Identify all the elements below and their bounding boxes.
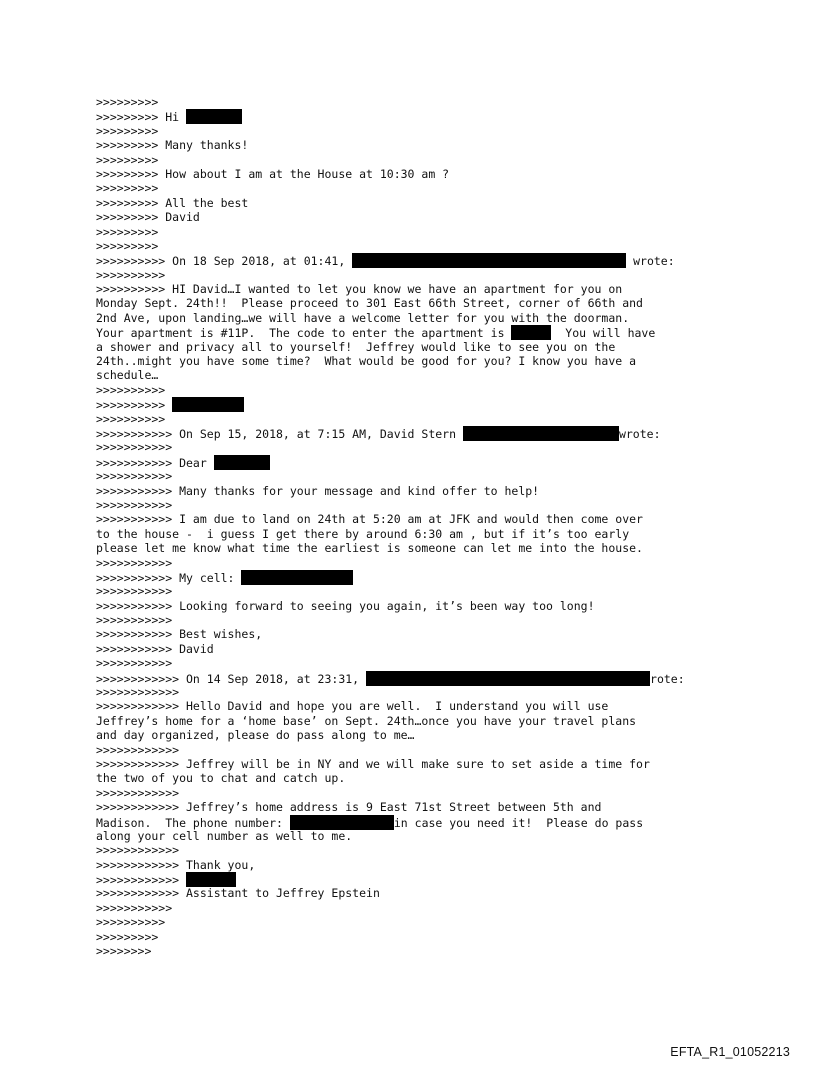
- email-line: [96, 843, 736, 857]
- email-line-text: >>>>>>>>: [96, 944, 152, 959]
- email-line: [96, 397, 736, 411]
- email-line: [96, 541, 736, 555]
- email-line: [96, 153, 736, 167]
- email-line-text: >>>>>>>>>: [96, 181, 159, 196]
- email-line: [96, 642, 736, 656]
- email-line-text: 2nd Ave, upon landing…we will have a welcome letter for you with the doorman.: [96, 310, 630, 325]
- redaction-block: [366, 671, 650, 686]
- email-line: [96, 426, 736, 440]
- redaction-block: [511, 325, 551, 340]
- redaction-block: [241, 570, 353, 585]
- email-line-text: >>>>>>>>>>: [96, 411, 166, 426]
- email-line: [96, 196, 736, 210]
- email-line-text: 24th..might you have some time? What would be good for you? I know you have a: [96, 354, 637, 369]
- email-line: [96, 498, 736, 512]
- email-line-text: >>>>>>>>>: [96, 238, 159, 253]
- email-line: [96, 699, 736, 713]
- email-line: [96, 728, 736, 742]
- email-line: [96, 829, 736, 843]
- email-line-text: >>>>>>>>> David: [96, 210, 200, 225]
- email-line: [96, 95, 736, 109]
- redaction-block: [186, 872, 236, 887]
- email-line-text: >>>>>>>>> All the best: [96, 195, 249, 210]
- email-line: [96, 354, 736, 368]
- email-line-text: to the house - i guess I get there by around 6:30 am , but if it’s too early: [96, 526, 630, 541]
- email-line-text: You will have: [551, 326, 656, 341]
- email-line-text: please let me know what time the earliest is someone can let me into the house.: [96, 541, 643, 556]
- email-line-text: >>>>>>>>>>>: [96, 469, 173, 484]
- email-line: [96, 800, 736, 814]
- email-line: [96, 469, 736, 483]
- email-line: [96, 138, 736, 152]
- email-line-text: >>>>>>>>>>>: [96, 900, 173, 915]
- email-line-text: rote:: [650, 671, 685, 686]
- email-line: [96, 915, 736, 929]
- email-line: [96, 527, 736, 541]
- email-line: [96, 786, 736, 800]
- email-line-text: a shower and privacy all to yourself! Jeffrey would like to see you on the: [96, 339, 616, 354]
- email-line-text: Jeffrey’s home for a ‘home base’ on Sept. 24th…once you have your travel plans: [96, 713, 637, 728]
- email-line: [96, 253, 736, 267]
- email-line: [96, 368, 736, 382]
- email-line-text: >>>>>>>>>>: [96, 915, 166, 930]
- email-line: [96, 858, 736, 872]
- email-line-text: >>>>>>>>>>> On Sep 15, 2018, at 7:15 AM, David Stern: [96, 426, 463, 441]
- email-line: [96, 930, 736, 944]
- email-line-text: >>>>>>>>>>>: [96, 613, 173, 628]
- email-line-text: >>>>>>>>> Many thanks!: [96, 138, 249, 153]
- email-line-text: >>>>>>>>>> On 18 Sep 2018, at 01:41,: [96, 254, 353, 269]
- email-line-text: >>>>>>>>>>>> On 14 Sep 2018, at 23:31,: [96, 671, 367, 686]
- email-line: [96, 340, 736, 354]
- email-line-text: schedule…: [96, 368, 159, 383]
- email-line: [96, 671, 736, 685]
- email-line-text: >>>>>>>>> Hi: [96, 110, 187, 125]
- email-line: [96, 771, 736, 785]
- email-line-text: >>>>>>>>>>>: [96, 584, 173, 599]
- redaction-block: [186, 109, 242, 124]
- email-line: [96, 512, 736, 526]
- email-line: [96, 412, 736, 426]
- email-line-text: along your cell number as well to me.: [96, 828, 353, 843]
- email-line: [96, 383, 736, 397]
- email-line: [96, 570, 736, 584]
- email-line: [96, 296, 736, 310]
- email-line-text: in case you need it! Please do pass: [393, 815, 644, 830]
- email-line: [96, 167, 736, 181]
- email-line-text: Monday Sept. 24th!! Please proceed to 301 East 66th Street, corner of 66th and: [96, 296, 643, 311]
- email-line: [96, 109, 736, 123]
- email-line: [96, 815, 736, 829]
- email-line-text: >>>>>>>>>>>> Thank you,: [96, 857, 256, 872]
- email-line-text: >>>>>>>>>>>>: [96, 843, 180, 858]
- email-line-text: >>>>>>>>>>>> Assistant to Jeffrey Epstein: [96, 886, 380, 901]
- email-line: [96, 556, 736, 570]
- email-thread-body: [96, 95, 736, 958]
- email-line: [96, 268, 736, 282]
- email-line: [96, 685, 736, 699]
- email-line-text: and day organized, please do pass along to me…: [96, 728, 415, 743]
- email-line-text: Your apartment is #11P. The code to enter the apartment is: [96, 326, 512, 341]
- email-line-text: >>>>>>>>>>>>: [96, 742, 180, 757]
- email-line: [96, 584, 736, 598]
- email-line-text: >>>>>>>>>: [96, 95, 159, 109]
- email-line: [96, 901, 736, 915]
- email-line-text: >>>>>>>>>: [96, 224, 159, 239]
- email-line: [96, 714, 736, 728]
- email-line: [96, 124, 736, 138]
- email-line: [96, 210, 736, 224]
- email-line-text: >>>>>>>>>>>>: [96, 873, 187, 888]
- email-line-text: >>>>>>>>>>> Many thanks for your message and kind offer to help!: [96, 483, 540, 498]
- email-line-text: the two of you to chat and catch up.: [96, 771, 346, 786]
- email-line-text: >>>>>>>>> How about I am at the House at 10:30 am ?: [96, 166, 450, 181]
- document-id-stamp: EFTA_R1_01052213: [670, 1045, 790, 1059]
- email-line-text: >>>>>>>>>>> Dear: [96, 455, 214, 470]
- email-line-text: >>>>>>>>>>> Best wishes,: [96, 627, 263, 642]
- email-line-text: Madison. The phone number:: [96, 815, 290, 830]
- email-line: [96, 311, 736, 325]
- email-line-text: >>>>>>>>>>> David: [96, 641, 214, 656]
- email-line-text: >>>>>>>>>>>>: [96, 685, 180, 700]
- redaction-block: [214, 455, 270, 470]
- email-line-text: >>>>>>>>>>>> Jeffrey’s home address is 9 East 71st Street between 5th and: [96, 800, 602, 815]
- email-line: [96, 757, 736, 771]
- email-line: [96, 455, 736, 469]
- redaction-block: [463, 426, 619, 441]
- email-line-text: >>>>>>>>>>>> Jeffrey will be in NY and we will make sure to set aside a time for: [96, 756, 650, 771]
- redaction-block: [290, 815, 394, 830]
- email-line-text: >>>>>>>>>> HI David…I wanted to let you know we have an apartment for you on: [96, 282, 623, 297]
- email-line: [96, 225, 736, 239]
- email-line: [96, 944, 736, 958]
- email-line: [96, 181, 736, 195]
- email-line-text: >>>>>>>>>>>>: [96, 785, 180, 800]
- email-line-text: >>>>>>>>>>>: [96, 497, 173, 512]
- email-line-text: >>>>>>>>>>> Looking forward to seeing you again, it’s been way too long!: [96, 598, 595, 613]
- redaction-block: [172, 397, 244, 412]
- email-line-text: >>>>>>>>>>> I am due to land on 24th at 5:20 am at JFK and would then come over: [96, 512, 643, 527]
- email-line: [96, 656, 736, 670]
- email-line-text: >>>>>>>>>>>> Hello David and hope you are well. I understand you will use: [96, 699, 609, 714]
- email-line: [96, 613, 736, 627]
- email-line-text: wrote:: [626, 254, 675, 269]
- email-line: [96, 627, 736, 641]
- email-line-text: >>>>>>>>>>> My cell:: [96, 570, 242, 585]
- email-line: [96, 886, 736, 900]
- email-line-text: >>>>>>>>>>>: [96, 555, 173, 570]
- email-line-text: >>>>>>>>>: [96, 152, 159, 167]
- email-line-text: >>>>>>>>>: [96, 929, 159, 944]
- email-line: [96, 872, 736, 886]
- email-line: [96, 239, 736, 253]
- email-line-text: >>>>>>>>>: [96, 123, 159, 138]
- redaction-block: [352, 253, 626, 268]
- email-line-text: >>>>>>>>>>>: [96, 440, 173, 455]
- email-line: [96, 743, 736, 757]
- email-line: [96, 484, 736, 498]
- email-line-text: >>>>>>>>>>: [96, 382, 166, 397]
- email-line: [96, 325, 736, 339]
- email-line: [96, 282, 736, 296]
- email-line-text: wrote:: [618, 426, 661, 441]
- email-line-text: >>>>>>>>>>: [96, 267, 166, 282]
- email-line: [96, 599, 736, 613]
- email-line: [96, 440, 736, 454]
- email-line-text: >>>>>>>>>>: [96, 398, 173, 413]
- email-line-text: >>>>>>>>>>>: [96, 656, 173, 671]
